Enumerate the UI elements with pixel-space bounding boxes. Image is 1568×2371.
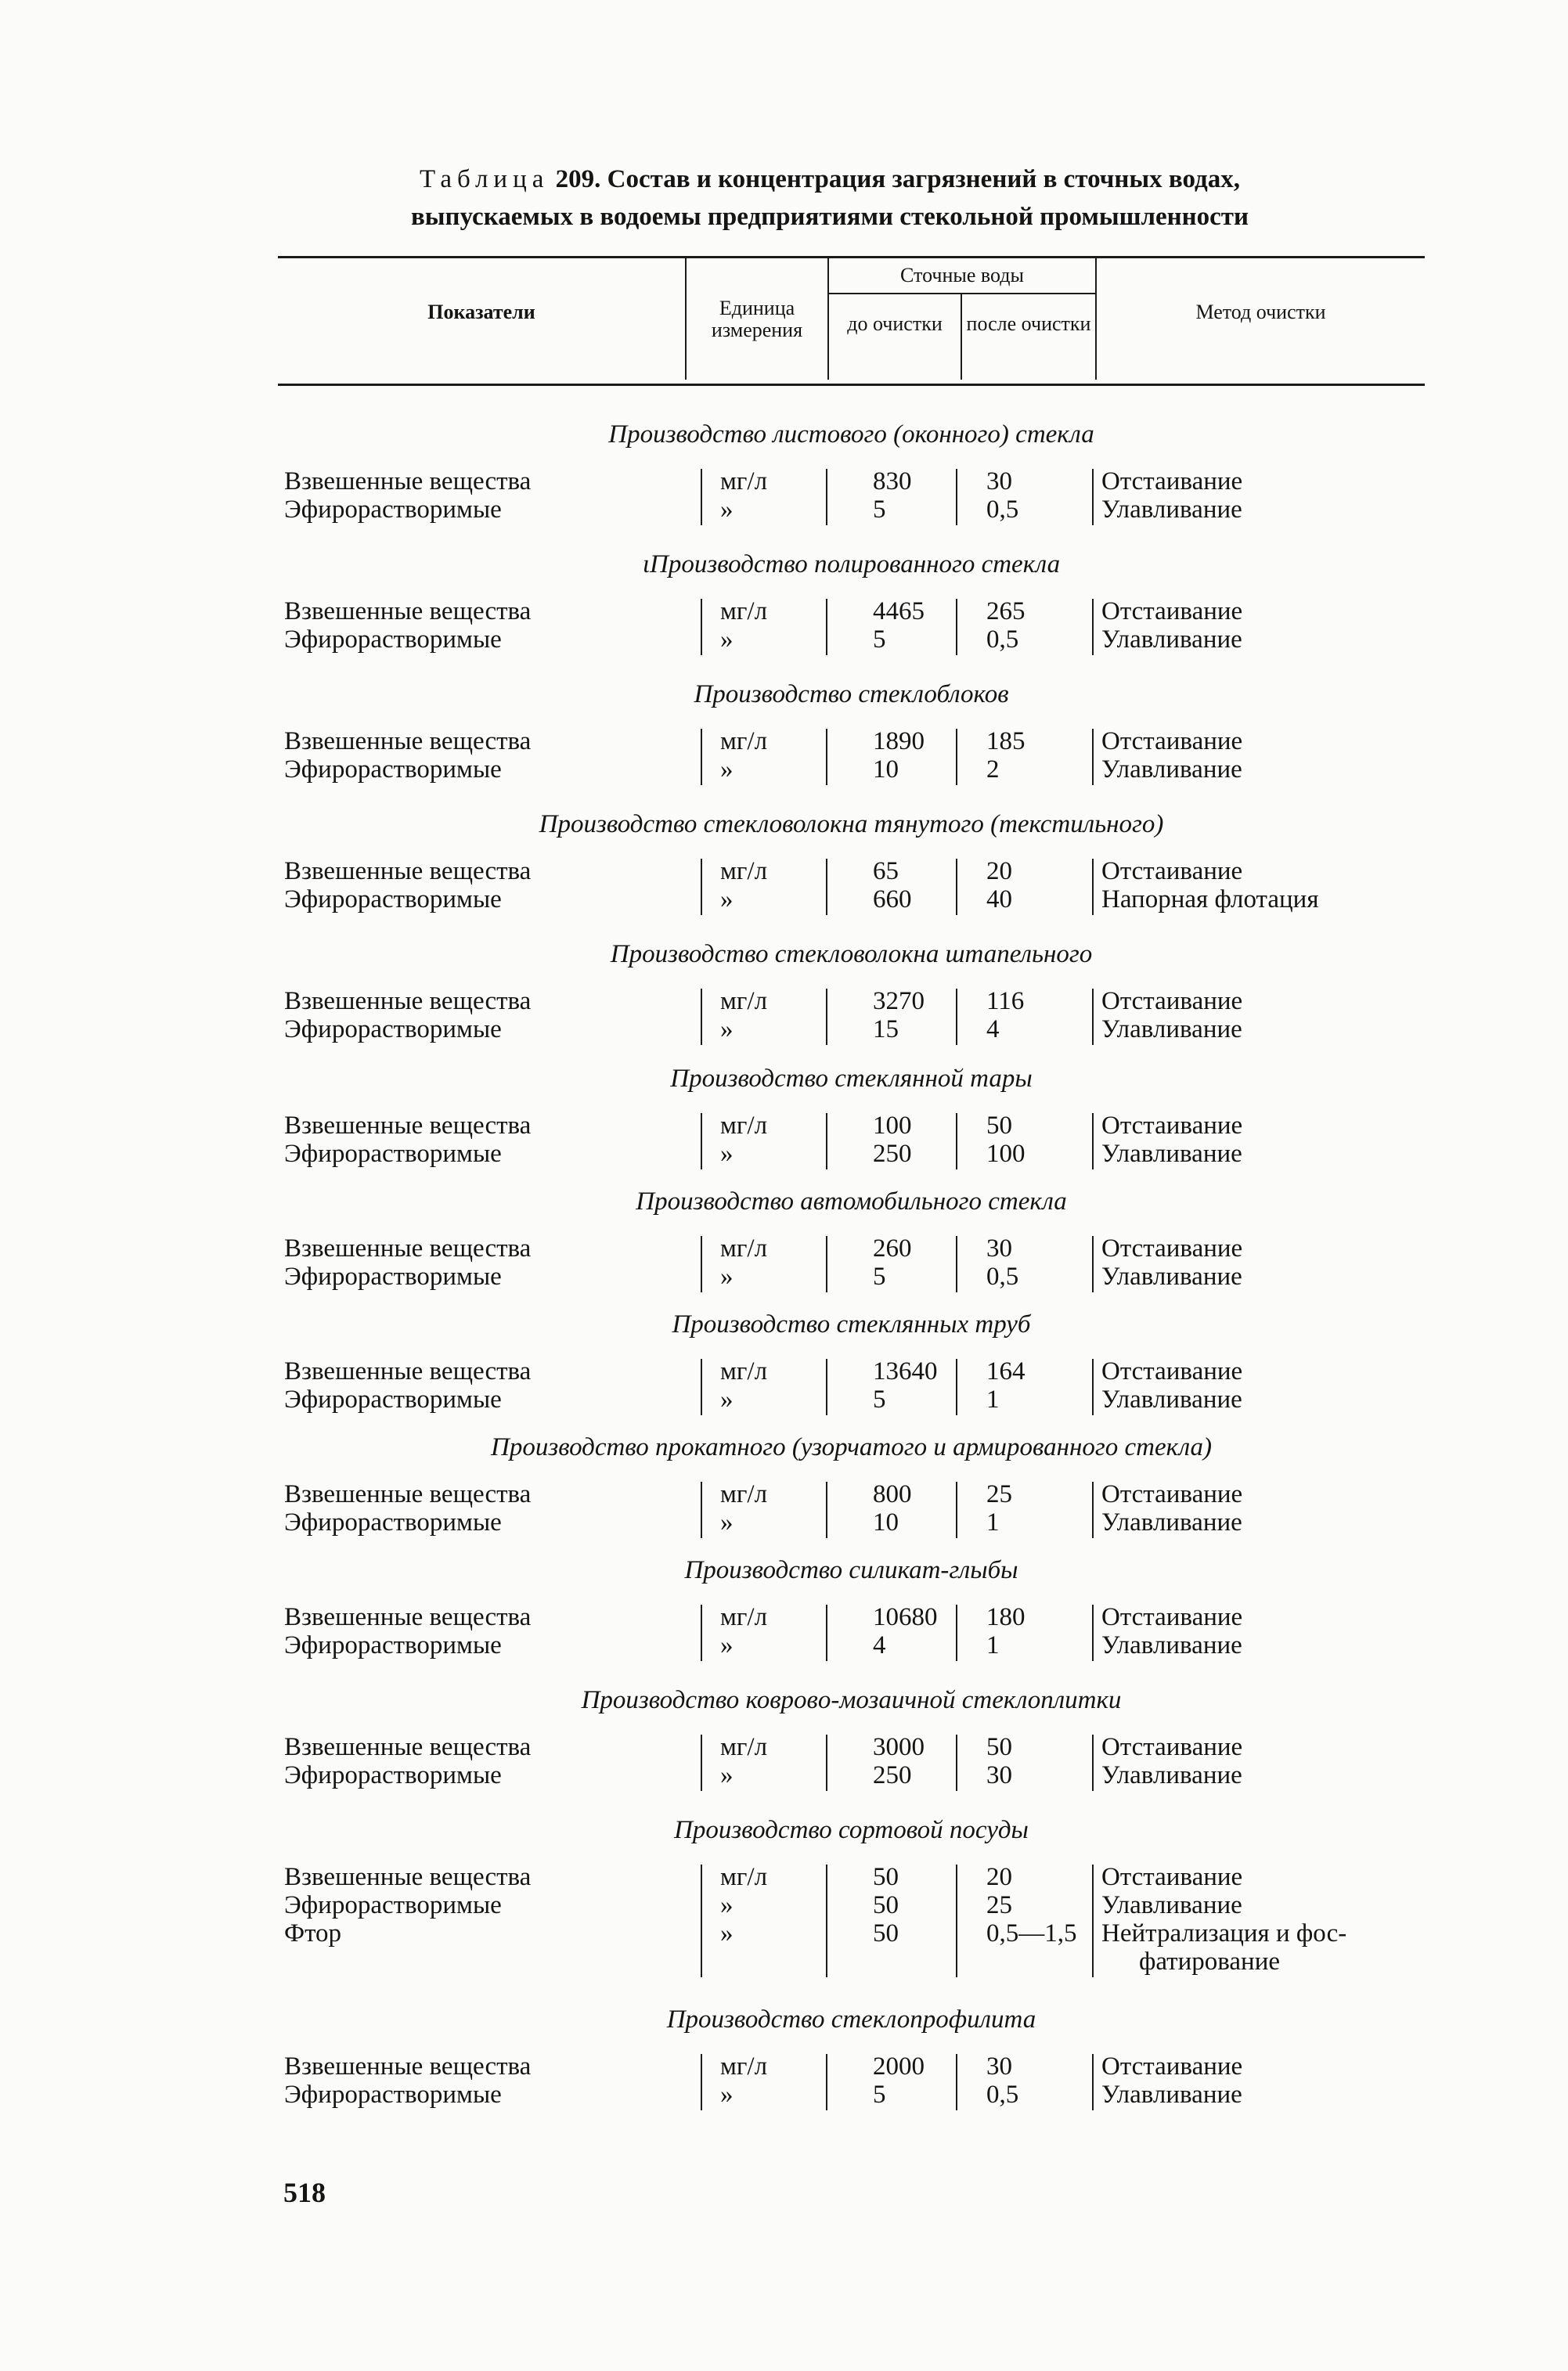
column-divider <box>1092 1359 1094 1415</box>
indicator-cell: Эфирорастворимые <box>284 2081 502 2109</box>
column-divider <box>956 2054 957 2110</box>
section-title: Производство прокатного (узорчатого и армированного стекла) <box>491 1433 1212 1461</box>
unit-cell: мг/л <box>720 1863 768 1891</box>
caption-number: 209. <box>555 165 601 193</box>
unit-cell: » <box>720 495 734 524</box>
before-value-cell: 800 <box>873 1480 912 1508</box>
method-cell: Отстаивание <box>1101 1480 1243 1508</box>
section-title: Производство стекловолокна штапельного <box>610 940 1093 968</box>
method-cell: Отстаивание <box>1101 467 1243 495</box>
column-divider <box>826 599 827 655</box>
after-value-cell: 30 <box>986 467 1012 495</box>
column-divider <box>701 2054 702 2110</box>
unit-cell: » <box>720 755 734 784</box>
before-value-cell: 13640 <box>873 1357 938 1385</box>
after-value-cell: 0,5 <box>986 625 1019 654</box>
column-divider <box>956 1735 957 1791</box>
column-divider <box>826 1865 827 1977</box>
column-divider <box>701 469 702 525</box>
column-divider <box>1092 1865 1094 1977</box>
after-value-cell: 116 <box>986 987 1025 1015</box>
indicator-cell: Эфирорастворимые <box>284 885 502 913</box>
caption-text: Состав и концентрация загрязнений в сточных водах, <box>607 165 1240 193</box>
column-divider <box>956 1113 957 1169</box>
before-value-cell: 5 <box>873 495 886 524</box>
method-cell: Отстаивание <box>1101 1357 1243 1385</box>
after-value-cell: 40 <box>986 885 1012 913</box>
column-divider <box>826 1359 827 1415</box>
method-cell: Отстаивание <box>1101 727 1243 755</box>
method-cell: Нейтрализация и фос- <box>1101 1919 1347 1948</box>
after-value-cell: 185 <box>986 727 1026 755</box>
method-cell: Улавливание <box>1101 1891 1242 1919</box>
method-cell: Улавливание <box>1101 1385 1242 1414</box>
indicator-cell: Взвешенные вещества <box>284 1234 532 1263</box>
before-value-cell: 10 <box>873 1508 899 1537</box>
section-title: Производство ковровo-мозаичной стеклоплитки <box>581 1686 1122 1714</box>
method-cell: Улавливание <box>1101 625 1242 654</box>
after-value-cell: 4 <box>986 1015 1000 1043</box>
section-title: Производство листового (оконного) стекла <box>608 420 1094 449</box>
before-value-cell: 3000 <box>873 1733 925 1761</box>
indicator-cell: Эфирорастворимые <box>284 1015 502 1043</box>
column-divider <box>1092 1113 1094 1169</box>
after-value-cell: 50 <box>986 1112 1012 1140</box>
indicator-cell: Взвешенные вещества <box>284 1112 532 1140</box>
header-indicators: Показатели <box>427 301 535 323</box>
before-value-cell: 250 <box>873 1761 912 1789</box>
method-cell: Улавливание <box>1101 495 1242 524</box>
column-divider <box>826 1605 827 1661</box>
column-divider <box>826 859 827 915</box>
column-divider <box>826 729 827 785</box>
after-value-cell: 164 <box>986 1357 1026 1385</box>
caption-label: Таблица <box>420 165 550 193</box>
unit-cell: » <box>720 625 734 654</box>
method-cell: Улавливание <box>1101 1761 1242 1789</box>
unit-cell: » <box>720 1761 734 1789</box>
column-divider <box>956 1236 957 1292</box>
column-divider <box>826 1482 827 1538</box>
indicator-cell: Эфирорастворимые <box>284 1631 502 1659</box>
column-divider <box>1092 1605 1094 1661</box>
column-divider <box>956 1482 957 1538</box>
method-cell: Улавливание <box>1101 1631 1242 1659</box>
column-divider <box>826 1236 827 1292</box>
before-value-cell: 250 <box>873 1140 912 1168</box>
before-value-cell: 10680 <box>873 1603 938 1631</box>
section-title: Производство стеклопрофилита <box>666 2005 1036 2034</box>
header-after: после очистки <box>966 312 1091 335</box>
page-number: 518 <box>283 2177 326 2208</box>
section-title: Производство стеклоблоков <box>694 680 1009 708</box>
column-divider <box>701 599 702 655</box>
before-value-cell: 1890 <box>873 727 925 755</box>
method-cell: Отстаивание <box>1101 1863 1243 1891</box>
unit-cell: мг/л <box>720 1733 768 1761</box>
column-divider <box>1092 1482 1094 1538</box>
after-value-cell: 265 <box>986 597 1026 625</box>
indicator-cell: Эфирорастворимые <box>284 495 502 524</box>
after-value-cell: 0,5—1,5 <box>986 1919 1077 1948</box>
method-cell: Улавливание <box>1101 2081 1242 2109</box>
column-divider <box>826 989 827 1045</box>
unit-cell: мг/л <box>720 1357 768 1385</box>
before-value-cell: 4 <box>873 1631 886 1659</box>
method-cell: Отстаивание <box>1101 857 1243 885</box>
before-value-cell: 660 <box>873 885 912 913</box>
section-title: Производство автомобильного стекла <box>636 1187 1067 1216</box>
column-divider <box>1092 1735 1094 1791</box>
before-value-cell: 15 <box>873 1015 899 1043</box>
column-divider <box>701 1236 702 1292</box>
method-cell: Отстаивание <box>1101 597 1243 625</box>
indicator-cell: Взвешенные вещества <box>284 857 532 885</box>
column-divider <box>1092 1236 1094 1292</box>
unit-cell: » <box>720 1631 734 1659</box>
column-divider <box>701 1605 702 1661</box>
column-divider <box>701 1359 702 1415</box>
after-value-cell: 2 <box>986 755 1000 784</box>
before-value-cell: 65 <box>873 857 899 885</box>
column-divider <box>826 1735 827 1791</box>
after-value-cell: 0,5 <box>986 495 1019 524</box>
before-value-cell: 5 <box>873 2081 886 2109</box>
method-cell: Улавливание <box>1101 1140 1242 1168</box>
method-cell: Отстаивание <box>1101 1234 1243 1263</box>
before-value-cell: 4465 <box>873 597 925 625</box>
unit-cell: » <box>720 1919 734 1948</box>
indicator-cell: Взвешенные вещества <box>284 1733 532 1761</box>
method-cell: фатирование <box>1139 1948 1281 1976</box>
column-divider <box>956 599 957 655</box>
column-divider <box>826 1113 827 1169</box>
before-value-cell: 50 <box>873 1863 899 1891</box>
after-value-cell: 20 <box>986 857 1012 885</box>
column-divider <box>701 1865 702 1977</box>
method-cell: Отстаивание <box>1101 987 1243 1015</box>
section-title: Производство сортовой посуды <box>674 1816 1029 1844</box>
method-cell: Улавливание <box>1101 1263 1242 1291</box>
method-cell: Улавливание <box>1101 1015 1242 1043</box>
column-divider <box>701 1735 702 1791</box>
unit-cell: мг/л <box>720 1234 768 1263</box>
section-title: Производство силикат-глыбы <box>684 1556 1018 1584</box>
indicator-cell: Фтор <box>284 1919 342 1948</box>
table-header <box>278 258 1425 384</box>
column-divider <box>1092 2054 1094 2110</box>
unit-cell: мг/л <box>720 1112 768 1140</box>
after-value-cell: 1 <box>986 1508 1000 1537</box>
unit-cell: » <box>720 1385 734 1414</box>
after-value-cell: 1 <box>986 1385 1000 1414</box>
indicator-cell: Взвешенные вещества <box>284 1480 532 1508</box>
indicator-cell: Эфирорастворимые <box>284 755 502 784</box>
indicator-cell: Эфирорастворимые <box>284 1761 502 1789</box>
after-value-cell: 25 <box>986 1480 1012 1508</box>
before-value-cell: 10 <box>873 755 899 784</box>
column-divider <box>1092 469 1094 525</box>
method-cell: Отстаивание <box>1101 1733 1243 1761</box>
after-value-cell: 100 <box>986 1140 1026 1168</box>
column-divider <box>1092 989 1094 1045</box>
column-divider <box>956 1359 957 1415</box>
column-divider <box>1092 599 1094 655</box>
unit-cell: мг/л <box>720 727 768 755</box>
indicator-cell: Взвешенные вещества <box>284 727 532 755</box>
column-divider <box>1092 859 1094 915</box>
unit-cell: мг/л <box>720 1480 768 1508</box>
column-divider <box>956 469 957 525</box>
header-method: Метод очистки <box>1195 301 1326 323</box>
column-divider <box>701 1482 702 1538</box>
indicator-cell: Взвешенные вещества <box>284 1603 532 1631</box>
indicator-cell: Эфирорастворимые <box>284 1263 502 1291</box>
unit-cell: » <box>720 1015 734 1043</box>
column-divider <box>701 729 702 785</box>
column-divider <box>956 989 957 1045</box>
column-divider <box>956 1865 957 1977</box>
after-value-cell: 50 <box>986 1733 1012 1761</box>
column-divider <box>1092 729 1094 785</box>
method-cell: Улавливание <box>1101 755 1242 784</box>
method-cell: Отстаивание <box>1101 2052 1243 2081</box>
before-value-cell: 5 <box>873 1263 886 1291</box>
method-cell: Улавливание <box>1101 1508 1242 1537</box>
section-title: Производство стеклянных труб <box>672 1310 1031 1339</box>
unit-cell: » <box>720 1508 734 1537</box>
after-value-cell: 30 <box>986 2052 1012 2081</box>
indicator-cell: Взвешенные вещества <box>284 1863 532 1891</box>
header-wastewater: Сточные воды <box>900 264 1024 286</box>
unit-cell: мг/л <box>720 2052 768 2081</box>
caption-line2: выпускаемых в водоемы предприятиями стекольной промышленности <box>410 203 1249 231</box>
section-title: ɩПроизводство полированного стекла <box>642 550 1061 578</box>
method-cell: Отстаивание <box>1101 1112 1243 1140</box>
section-title: Производство стеклянной тары <box>670 1065 1033 1093</box>
table-caption <box>344 160 1315 236</box>
table-header-rule <box>278 384 1425 386</box>
after-value-cell: 30 <box>986 1761 1012 1789</box>
before-value-cell: 5 <box>873 625 886 654</box>
column-divider <box>956 729 957 785</box>
before-value-cell: 260 <box>873 1234 912 1263</box>
indicator-cell: Эфирорастворимые <box>284 1508 502 1537</box>
column-divider <box>826 2054 827 2110</box>
unit-cell: » <box>720 2081 734 2109</box>
method-cell: Отстаивание <box>1101 1603 1243 1631</box>
unit-cell: » <box>720 1140 734 1168</box>
unit-cell: мг/л <box>720 597 768 625</box>
before-value-cell: 3270 <box>873 987 925 1015</box>
before-value-cell: 100 <box>873 1112 912 1140</box>
after-value-cell: 1 <box>986 1631 1000 1659</box>
column-divider <box>956 859 957 915</box>
indicator-cell: Эфирорастворимые <box>284 1891 502 1919</box>
unit-cell: мг/л <box>720 857 768 885</box>
indicator-cell: Взвешенные вещества <box>284 597 532 625</box>
unit-cell: мг/л <box>720 987 768 1015</box>
column-divider <box>701 989 702 1045</box>
indicator-cell: Взвешенные вещества <box>284 467 532 495</box>
before-value-cell: 2000 <box>873 2052 925 2081</box>
indicator-cell: Взвешенные вещества <box>284 987 532 1015</box>
after-value-cell: 30 <box>986 1234 1012 1263</box>
indicator-cell: Взвешенные вещества <box>284 1357 532 1385</box>
indicator-cell: Эфирорастворимые <box>284 625 502 654</box>
header-before: до очистки <box>847 312 943 335</box>
indicator-cell: Эфирорастворимые <box>284 1385 502 1414</box>
after-value-cell: 25 <box>986 1891 1012 1919</box>
unit-cell: » <box>720 1891 734 1919</box>
indicator-cell: Эфирорастворимые <box>284 1140 502 1168</box>
after-value-cell: 180 <box>986 1603 1026 1631</box>
header-unit: Единица измерения <box>711 297 803 341</box>
method-cell: Напорная флотация <box>1101 885 1319 913</box>
unit-cell: мг/л <box>720 467 768 495</box>
after-value-cell: 0,5 <box>986 2081 1019 2109</box>
after-value-cell: 20 <box>986 1863 1012 1891</box>
indicator-cell: Взвешенные вещества <box>284 2052 532 2081</box>
after-value-cell: 0,5 <box>986 1263 1019 1291</box>
column-divider <box>701 859 702 915</box>
column-divider <box>826 469 827 525</box>
column-divider <box>701 1113 702 1169</box>
before-value-cell: 830 <box>873 467 912 495</box>
unit-cell: мг/л <box>720 1603 768 1631</box>
before-value-cell: 5 <box>873 1385 886 1414</box>
column-divider <box>956 1605 957 1661</box>
unit-cell: » <box>720 885 734 913</box>
before-value-cell: 50 <box>873 1919 899 1948</box>
section-title: Производство стекловолокна тянутого (текстильного) <box>539 810 1164 838</box>
unit-cell: » <box>720 1263 734 1291</box>
before-value-cell: 50 <box>873 1891 899 1919</box>
